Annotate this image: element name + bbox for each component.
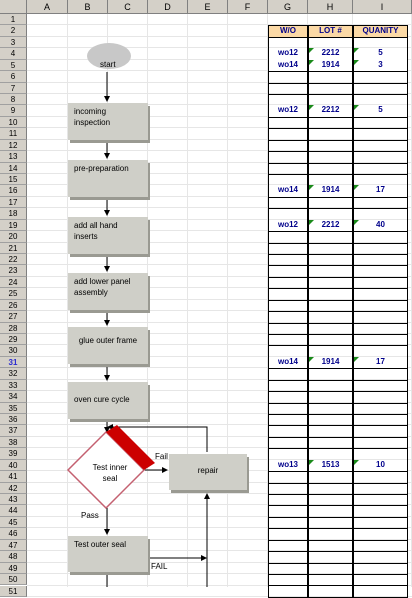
row-header[interactable]: 11 — [0, 128, 27, 139]
row-header[interactable]: 51 — [0, 586, 27, 597]
column-header[interactable]: D — [148, 0, 188, 14]
step-glue-outer-frame[interactable]: glue outer frame — [68, 327, 148, 364]
row-header[interactable]: 16 — [0, 185, 27, 196]
table-entry-qty[interactable]: 3 — [353, 60, 408, 72]
table-entry-wo[interactable]: wo12 — [268, 220, 308, 232]
row-header[interactable]: 30 — [0, 345, 27, 356]
row-header[interactable]: 18 — [0, 208, 27, 219]
decision-label: Test inner seal — [92, 463, 128, 483]
column-header[interactable]: I — [353, 0, 412, 14]
step-incoming-inspection[interactable]: incoming inspection — [68, 103, 148, 140]
row-header[interactable]: 29 — [0, 334, 27, 345]
row-header[interactable]: 13 — [0, 151, 27, 162]
row-header[interactable]: 36 — [0, 414, 27, 425]
column-header[interactable]: F — [228, 0, 268, 14]
step-add-lower-panel[interactable]: add lower panel assembly — [68, 273, 148, 310]
table-cell[interactable] — [308, 586, 353, 598]
row-header[interactable]: 49 — [0, 563, 27, 574]
row-header[interactable]: 2 — [0, 25, 27, 36]
column-header[interactable]: E — [188, 0, 228, 14]
row-header[interactable]: 15 — [0, 174, 27, 185]
table-entry-qty[interactable]: 5 — [353, 105, 408, 117]
pass-label: Pass — [81, 511, 99, 520]
column-header[interactable]: B — [68, 0, 108, 14]
table-entry-qty[interactable]: 5 — [353, 48, 408, 60]
row-header[interactable]: 40 — [0, 460, 27, 471]
row-header[interactable]: 4 — [0, 48, 27, 59]
row-header[interactable]: 33 — [0, 380, 27, 391]
table-entry-lot[interactable]: 1914 — [308, 60, 353, 72]
row-header[interactable]: 23 — [0, 265, 27, 276]
row-header[interactable]: 35 — [0, 403, 27, 414]
row-header[interactable]: 20 — [0, 231, 27, 242]
row-header[interactable]: 47 — [0, 540, 27, 551]
column-header[interactable]: H — [308, 0, 353, 14]
row-header[interactable]: 44 — [0, 505, 27, 516]
row-header[interactable]: 39 — [0, 448, 27, 459]
row-header[interactable]: 48 — [0, 551, 27, 562]
fail-label: Fail — [155, 452, 168, 461]
table-entry-qty[interactable]: 10 — [353, 460, 408, 472]
row-header[interactable]: 12 — [0, 140, 27, 151]
step-pre-preparation[interactable]: pre-preparation — [68, 160, 148, 197]
row-header[interactable]: 28 — [0, 323, 27, 334]
table-entry-wo[interactable]: wo14 — [268, 185, 308, 197]
table-entry-wo[interactable]: wo14 — [268, 357, 308, 369]
row-header[interactable]: 24 — [0, 277, 27, 288]
table-header-cell[interactable]: LOT # — [308, 25, 353, 37]
start-terminal[interactable] — [84, 40, 134, 76]
row-header[interactable]: 3 — [0, 37, 27, 48]
row-header[interactable]: 26 — [0, 300, 27, 311]
fail-label-2: FAIL — [151, 562, 168, 571]
row-header[interactable]: 22 — [0, 254, 27, 265]
column-header[interactable]: C — [108, 0, 148, 14]
row-header[interactable]: 7 — [0, 83, 27, 94]
table-entry-lot[interactable]: 1914 — [308, 357, 353, 369]
row-header[interactable]: 45 — [0, 517, 27, 528]
step-oven-cure-cycle[interactable]: oven cure cycle — [68, 382, 148, 419]
table-entry-wo[interactable]: wo13 — [268, 460, 308, 472]
row-header[interactable]: 1 — [0, 14, 27, 25]
table-header-cell[interactable]: W/O — [268, 25, 308, 37]
table-entry-lot[interactable]: 1513 — [308, 460, 353, 472]
row-header[interactable]: 41 — [0, 471, 27, 482]
row-header[interactable]: 5 — [0, 60, 27, 71]
row-header[interactable]: 6 — [0, 71, 27, 82]
row-header[interactable]: 10 — [0, 117, 27, 128]
table-cell[interactable] — [353, 586, 408, 598]
column-header[interactable]: G — [268, 0, 308, 14]
row-header[interactable]: 8 — [0, 94, 27, 105]
row-header[interactable]: 42 — [0, 483, 27, 494]
table-entry-lot[interactable]: 2212 — [308, 105, 353, 117]
table-entry-qty[interactable]: 17 — [353, 357, 408, 369]
column-header[interactable]: A — [27, 0, 68, 14]
row-header[interactable]: 21 — [0, 243, 27, 254]
row-header[interactable]: 17 — [0, 197, 27, 208]
table-entry-lot[interactable]: 1914 — [308, 185, 353, 197]
row-header[interactable]: 32 — [0, 368, 27, 379]
row-header[interactable]: 9 — [0, 105, 27, 116]
table-entry-qty[interactable]: 40 — [353, 220, 408, 232]
row-header[interactable]: 37 — [0, 425, 27, 436]
row-header[interactable]: 27 — [0, 311, 27, 322]
row-header[interactable]: 19 — [0, 220, 27, 231]
start-label: start — [100, 60, 116, 69]
step-repair[interactable]: repair — [169, 454, 247, 490]
table-entry-qty[interactable]: 17 — [353, 185, 408, 197]
table-entry-lot[interactable]: 2212 — [308, 220, 353, 232]
table-cell[interactable] — [268, 586, 308, 598]
table-entry-wo[interactable]: wo12 — [268, 48, 308, 60]
table-header-cell[interactable]: QUANITY — [353, 25, 408, 37]
row-header[interactable]: 25 — [0, 288, 27, 299]
row-header[interactable]: 46 — [0, 528, 27, 539]
table-entry-wo[interactable]: wo12 — [268, 105, 308, 117]
step-add-hand-inserts[interactable]: add all hand inserts — [68, 217, 148, 254]
row-header[interactable]: 38 — [0, 437, 27, 448]
step-test-outer-seal[interactable]: Test outer seal — [68, 536, 148, 572]
row-header[interactable]: 31 — [0, 357, 27, 368]
row-header[interactable]: 34 — [0, 391, 27, 402]
table-entry-lot[interactable]: 2212 — [308, 48, 353, 60]
table-entry-wo[interactable]: wo14 — [268, 60, 308, 72]
row-header[interactable]: 14 — [0, 163, 27, 174]
row-header[interactable]: 43 — [0, 494, 27, 505]
row-header[interactable]: 50 — [0, 574, 27, 585]
